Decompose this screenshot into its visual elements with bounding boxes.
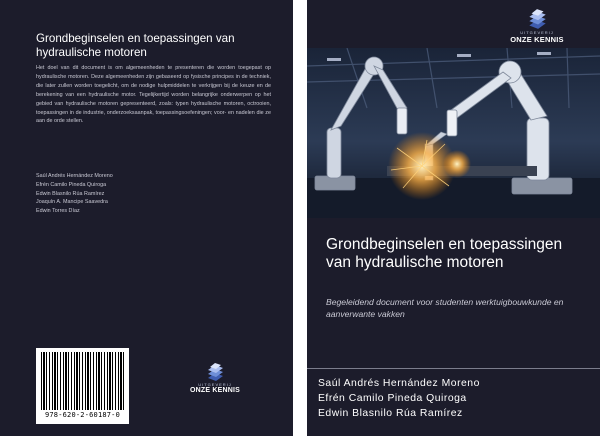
back-cover-title: Grondbeginselen en toepassingen van hydraulische motoren	[36, 32, 235, 59]
barcode-bars	[41, 352, 124, 410]
author-name: Edwin Blasnilo Rúa Ramírez	[36, 190, 105, 197]
author-name: Saúl Andrés Hernández Moreno	[318, 378, 480, 389]
author-name: Saúl Andrés Hernández Moreno	[36, 173, 113, 179]
author-name: Edwin Blasnilo Rúa Ramírez	[318, 408, 463, 420]
front-cover-title: Grondbeginselen en toepassingen van hydraulische motoren	[326, 236, 563, 271]
publisher-label: UITGEVERIJ	[520, 30, 554, 35]
author-name: Efrén Camilo Pineda Quiroga	[318, 393, 467, 405]
isbn-barcode	[36, 348, 129, 424]
author-name: Joaquín A. Mancipe Saavedra	[36, 199, 108, 206]
book-stack-icon	[525, 8, 549, 30]
author-name: Edwin Torres Díaz	[36, 208, 80, 215]
publisher-name: ONZE KENNIS	[189, 387, 241, 394]
publisher-logo	[487, 8, 587, 44]
front-cover	[307, 0, 600, 436]
front-cover-subtitle: Begeleidend document voor studenten werktuigbouwkunde en aanverwante vakken	[326, 297, 564, 319]
back-cover	[0, 0, 293, 436]
back-cover-authors	[36, 172, 113, 216]
isbn-number: 978-620-2-60187-0	[44, 411, 121, 419]
publisher-label: UITGEVERIJ	[198, 382, 232, 387]
book-stack-icon	[204, 362, 226, 382]
cover-photo-robot-arms	[307, 48, 600, 218]
divider	[307, 368, 600, 369]
publisher-name: ONZE KENNIS	[510, 35, 564, 44]
author-name: Efrén Camilo Pineda Quiroga	[36, 181, 107, 188]
front-cover-authors	[318, 376, 480, 422]
back-cover-description: Het doel van dit document is om algemeenheden te presenteren die worden toegepast op hydraulische motoren. Deze algemeenheden zijn gebaseerd op fysische principes in de techniek, die later zullen worden toegelicht, om de nodige hulpmiddelen te verkrijgen bij de keuze en de berekening van een hydraulische motor. Tegelijkertijd worden belangrijke onderwerpen op het gebied van hydraulische motoren gepresenteerd, zoals: typen hydraulische motoren, octrooien, toepassingen in de industrie, onderzoeksaanpak, toepassingsoefeningen; voor- en nadelen die ze aan de orde stellen.	[36, 65, 271, 125]
publisher-logo	[180, 362, 250, 394]
